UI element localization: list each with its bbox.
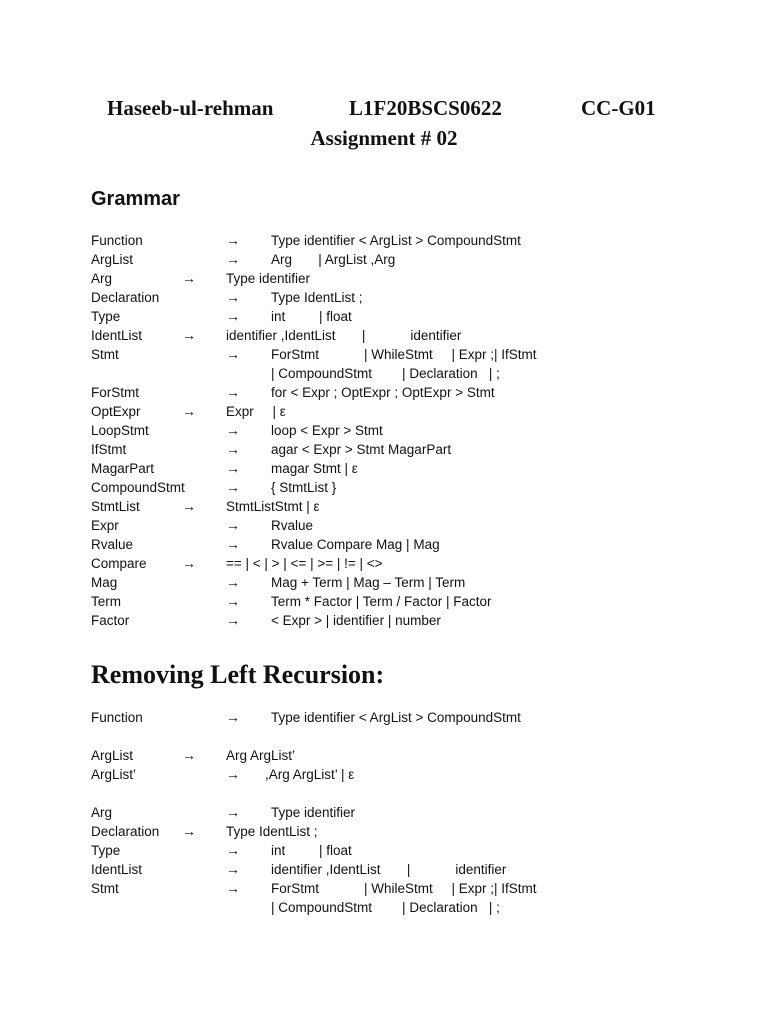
arrow-icon: → xyxy=(226,766,240,782)
grammar-rule xyxy=(91,269,711,288)
rule-lhs: CompoundStmt xyxy=(91,480,185,495)
rule-lhs: IdentList xyxy=(91,862,143,877)
rule-rhs: == | < | > | <= | >= | != | <> xyxy=(226,556,383,571)
rule-rhs: Arg | ArgList ,Arg xyxy=(271,252,396,267)
rule-lhs: ForStmt xyxy=(91,385,140,400)
rule-rhs: Type identifier < ArgList > CompoundStmt xyxy=(271,233,521,248)
rule-rhs: < Expr > | identifier | number xyxy=(271,613,441,628)
arrow-icon: → xyxy=(182,403,196,419)
arrow-icon: → xyxy=(226,536,240,552)
rule-lhs: Type xyxy=(91,843,121,858)
grammar-rule xyxy=(91,307,711,326)
rule-lhs: Mag xyxy=(91,575,118,590)
rule-lhs: IfStmt xyxy=(91,442,127,457)
rule-rhs: int | float xyxy=(271,843,352,858)
grammar-rule xyxy=(91,421,711,440)
arrow-icon: → xyxy=(226,232,240,248)
arrow-icon: → xyxy=(226,880,240,896)
rule-rhs: magar Stmt | ε xyxy=(271,461,358,476)
rule-rhs: identifier ,IdentList | identifier xyxy=(226,328,462,343)
arrow-icon: → xyxy=(226,612,240,628)
rule-lhs: Factor xyxy=(91,613,130,628)
arrow-icon: → xyxy=(226,593,240,609)
grammar-heading: Grammar xyxy=(91,188,180,210)
arrow-icon: → xyxy=(226,861,240,877)
grammar-rule xyxy=(91,478,711,497)
section-code: CC-G01 xyxy=(581,96,656,120)
roll-number: L1F20BSCS0622 xyxy=(349,96,502,120)
rule-lhs: Stmt xyxy=(91,347,119,362)
grammar-rule-continuation xyxy=(91,364,711,383)
grammar-rule xyxy=(91,497,711,516)
rule-rhs: Rvalue xyxy=(271,518,314,533)
arrow-icon: → xyxy=(226,460,240,476)
arrow-icon: → xyxy=(226,441,240,457)
grammar-rule xyxy=(91,592,711,611)
arrow-icon: → xyxy=(226,289,240,305)
rule-rhs: ,Arg ArgList’ | ε xyxy=(265,767,355,782)
rule-lhs: Compare xyxy=(91,556,147,571)
rule-rhs: | CompoundStmt | Declaration | ; xyxy=(271,366,500,381)
rule-rhs: Mag + Term | Mag – Term | Term xyxy=(271,575,466,590)
rule-rhs: | CompoundStmt | Declaration | ; xyxy=(271,900,500,915)
rule-lhs: Expr xyxy=(91,518,119,533)
grammar-rule xyxy=(91,841,711,860)
rule-rhs: Expr | ε xyxy=(226,404,286,419)
grammar-rule xyxy=(91,803,711,822)
rule-lhs: MagarPart xyxy=(91,461,155,476)
rule-lhs: LoopStmt xyxy=(91,423,149,438)
arrow-icon: → xyxy=(226,842,240,858)
rule-lhs: Stmt xyxy=(91,881,119,896)
rule-rhs: { StmtList } xyxy=(271,480,337,495)
rule-rhs: Rvalue Compare Mag | Mag xyxy=(271,537,440,552)
arrow-icon: → xyxy=(182,747,196,763)
rule-lhs: Arg xyxy=(91,805,113,820)
grammar-rule xyxy=(91,554,711,573)
grammar-rule xyxy=(91,459,711,478)
rule-lhs: Arg xyxy=(91,271,113,286)
grammar-rule xyxy=(91,345,711,364)
rule-lhs: Function xyxy=(91,233,143,248)
arrow-icon: → xyxy=(226,804,240,820)
grammar-rule xyxy=(91,250,711,269)
arrow-icon: → xyxy=(226,308,240,324)
rule-lhs: Term xyxy=(91,594,121,609)
arrow-icon: → xyxy=(182,498,196,514)
rule-rhs: ForStmt | WhileStmt | Expr ;| IfStmt xyxy=(271,881,537,896)
grammar-rule xyxy=(91,516,711,535)
rule-lhs: ArgList xyxy=(91,748,134,763)
rule-rhs: Type identifier < ArgList > CompoundStmt xyxy=(271,710,521,725)
grammar-rule xyxy=(91,822,711,841)
grammar-rule xyxy=(91,231,711,250)
grammar-rule xyxy=(91,440,711,459)
grammar-rule xyxy=(91,573,711,592)
rule-rhs: ForStmt | WhileStmt | Expr ;| IfStmt xyxy=(271,347,537,362)
arrow-icon: → xyxy=(226,479,240,495)
author-name: Haseeb-ul-rehman xyxy=(107,96,274,120)
arrow-icon: → xyxy=(182,327,196,343)
rule-rhs: int | float xyxy=(271,309,352,324)
rule-lhs: OptExpr xyxy=(91,404,141,419)
arrow-icon: → xyxy=(226,384,240,400)
arrow-icon: → xyxy=(182,270,196,286)
removing-left-recursion-heading: Removing Left Recursion: xyxy=(91,660,385,689)
rule-rhs: Term * Factor | Term / Factor | Factor xyxy=(271,594,492,609)
arrow-icon: → xyxy=(226,709,240,725)
grammar-rule xyxy=(91,402,711,421)
arrow-icon: → xyxy=(226,517,240,533)
rule-lhs: ArgList xyxy=(91,252,134,267)
arrow-icon: → xyxy=(226,574,240,590)
rule-rhs: StmtListStmt | ε xyxy=(226,499,320,514)
rule-lhs: IdentList xyxy=(91,328,143,343)
rule-lhs: ArgList’ xyxy=(91,767,137,782)
rule-rhs: Arg ArgList’ xyxy=(226,748,296,763)
grammar-rule xyxy=(91,611,711,630)
grammar-rule xyxy=(91,708,711,727)
rule-rhs: Type IdentList ; xyxy=(271,290,363,305)
rule-lhs: Function xyxy=(91,710,143,725)
rule-rhs: Type IdentList ; xyxy=(226,824,318,839)
arrow-icon: → xyxy=(182,823,196,839)
rule-rhs: Type identifier xyxy=(226,271,311,286)
rule-rhs: identifier ,IdentList | identifier xyxy=(271,862,507,877)
rule-lhs: Rvalue xyxy=(91,537,134,552)
rule-rhs: loop < Expr > Stmt xyxy=(271,423,383,438)
grammar-rule xyxy=(91,383,711,402)
rule-rhs: for < Expr ; OptExpr ; OptExpr > Stmt xyxy=(271,385,495,400)
grammar-rule xyxy=(91,879,711,898)
grammar-rule xyxy=(91,288,711,307)
arrow-icon: → xyxy=(226,346,240,362)
arrow-icon: → xyxy=(182,555,196,571)
arrow-icon: → xyxy=(226,251,240,267)
assignment-title: Assignment # 02 xyxy=(310,126,458,150)
grammar-rule xyxy=(91,326,711,345)
arrow-icon: → xyxy=(226,422,240,438)
grammar-rule xyxy=(91,860,711,879)
rule-lhs: Declaration xyxy=(91,824,160,839)
rule-rhs: agar < Expr > Stmt MagarPart xyxy=(271,442,452,457)
rule-rhs: Type identifier xyxy=(271,805,356,820)
rule-lhs: Type xyxy=(91,309,121,324)
rule-lhs: Declaration xyxy=(91,290,160,305)
grammar-rule xyxy=(91,746,711,765)
grammar-rule xyxy=(91,765,711,784)
rule-lhs: StmtList xyxy=(91,499,140,514)
grammar-rule-continuation xyxy=(91,898,711,917)
grammar-rule xyxy=(91,535,711,554)
